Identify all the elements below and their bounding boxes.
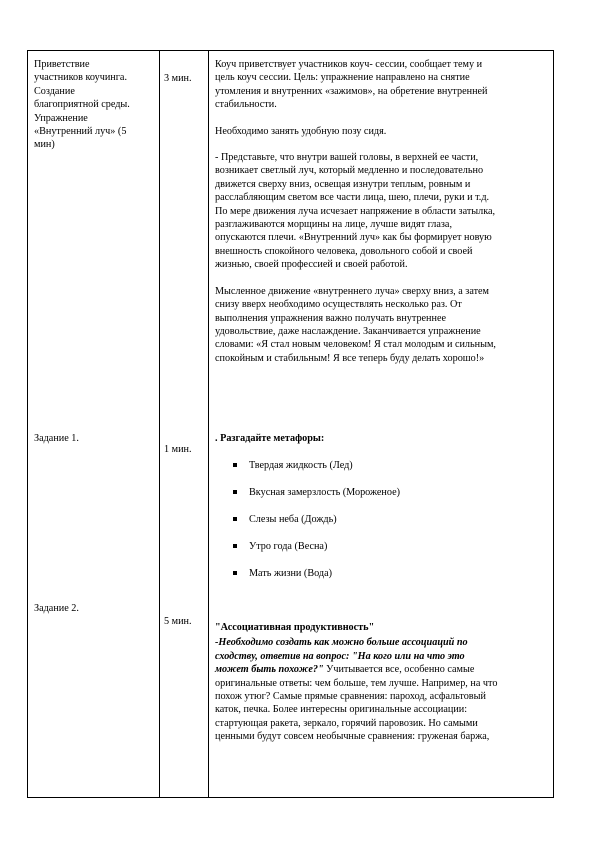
text-line: ценными будут совсем необычные сравнения: груженая баржа,: [215, 731, 490, 743]
text-line: -Необходимо создать как можно больше ассоциаций по: [215, 637, 468, 649]
text-line: спокойным и стабильным! Я все теперь буду делать хорошо!»: [215, 352, 485, 364]
column-divider-2: [208, 51, 209, 797]
text-line: Мысленное движение «внутреннего луча» сверху вниз, а затем: [215, 285, 489, 297]
column-divider-1: [159, 51, 160, 797]
row1-stage-label: [34, 58, 156, 152]
association-heading: "Ассоциативная продуктивность": [215, 622, 375, 633]
metaphors-heading: . Разгадайте метафоры:: [215, 433, 325, 444]
bullet-icon: [233, 463, 237, 467]
text-line: разглаживаются морщины на лице, лучше видят глаза,: [215, 219, 453, 231]
row2-time: 1 мин.: [164, 444, 192, 455]
text-line: Необходимо занять удобную позу сидя.: [215, 125, 387, 137]
list-item: [233, 567, 533, 580]
row1-label-line: благоприятной среды.: [34, 99, 130, 111]
list-item-text: Вкусная замерзлость (Мороженое): [249, 487, 401, 498]
list-item-text: Слезы неба (Дождь): [249, 514, 337, 525]
mixed-line: [215, 663, 549, 676]
text-line: стабильности.: [215, 99, 277, 111]
row1-label-line: Приветствие: [34, 59, 90, 70]
bullet-icon: [233, 517, 237, 521]
list-item: [233, 486, 533, 499]
list-item-text: Утро года (Весна): [249, 541, 328, 552]
list-item-text: Мать жизни (Вода): [249, 568, 333, 579]
text-line: - Представьте, что внутри вашей головы, в верхней ее части,: [215, 152, 479, 164]
row1-label-line: «Внутренний луч» (5: [34, 126, 127, 138]
row1-label-line: Создание: [34, 85, 75, 97]
text-line: выполнения упражнения важно получать внутреннее: [215, 312, 447, 324]
normal-fragment: Учитывается все, особенно самые: [323, 664, 475, 676]
list-item: [233, 540, 533, 553]
row1-paragraph-3: [215, 151, 549, 272]
bullet-icon: [233, 571, 237, 575]
row1-content: [215, 58, 549, 365]
row3-content: [215, 621, 549, 744]
text-line: похож утюг? Самые прямые сравнения: пароход, асфальтовый: [215, 691, 486, 703]
row1-label-line: участников коучинга.: [34, 72, 128, 84]
text-line: опускаются плечи. «Внутренний луч» как бы формирует новую: [215, 232, 492, 244]
row2-content: [215, 432, 549, 579]
text-line: утомления и внутренних «зажимов», на обретение внутренней: [215, 85, 488, 97]
text-line: удовольствие, даже наслаждение. Заканчивается упражнение: [215, 325, 481, 337]
row1-paragraph-4: [215, 285, 549, 365]
bullet-icon: [233, 490, 237, 494]
text-line: сходству, ответив на вопрос: "На кого или на что это: [215, 650, 465, 662]
text-line: словами: «Я стал новым человеком! Я стал молодым и сильным,: [215, 339, 496, 351]
text-line: снизу вверх необходимо осуществлять несколько раз. От: [215, 299, 462, 311]
row1-paragraph-2: [215, 125, 549, 138]
list-item: [233, 513, 533, 526]
text-line: цель коуч сессии. Цель: упражнение направлено на снятие: [215, 72, 470, 84]
row3-stage-label: Задание 2.: [34, 603, 79, 614]
text-line: расслабляющим светом все части лица, шею, плечи, руки и т.д.: [215, 192, 490, 204]
text-line: По мере движения луча исчезает напряжение в области затылка,: [215, 205, 496, 217]
row1-paragraph-1: [215, 58, 549, 112]
row2-stage-label: Задание 1.: [34, 433, 79, 444]
text-line: движется сверху вниз, освещая изнутри теплым, ровным и: [215, 178, 471, 190]
text-line: каток, печка. Более интересны оригинальные ассоциации:: [215, 704, 468, 716]
text-line: оригинальные ответы: чем больше, тем лучше. Например, на что: [215, 677, 498, 689]
bullet-icon: [233, 544, 237, 548]
text-line: Коуч приветствует участников коуч- сессии, сообщает тему и: [215, 59, 483, 70]
lesson-plan-table: [27, 50, 554, 798]
text-line: стартующая ракета, зеркало, горячий паровозик. Но самыми: [215, 717, 478, 729]
row1-time: 3 мин.: [164, 73, 192, 84]
row1-label-line: мин): [34, 139, 55, 151]
list-item: [233, 459, 533, 472]
text-line: возникает светлый луч, который медленно и последовательно: [215, 165, 484, 177]
row3-time: 5 мин.: [164, 616, 192, 627]
text-line: внешность спокойного человека, довольного собой и своей: [215, 245, 473, 257]
text-line: жизнью, своей профессией и своей работой.: [215, 259, 408, 271]
row1-label-line: Упражнение: [34, 112, 88, 124]
list-item-text: Твердая жидкость (Лед): [249, 460, 353, 471]
italic-fragment: может быть похоже?": [215, 664, 324, 676]
